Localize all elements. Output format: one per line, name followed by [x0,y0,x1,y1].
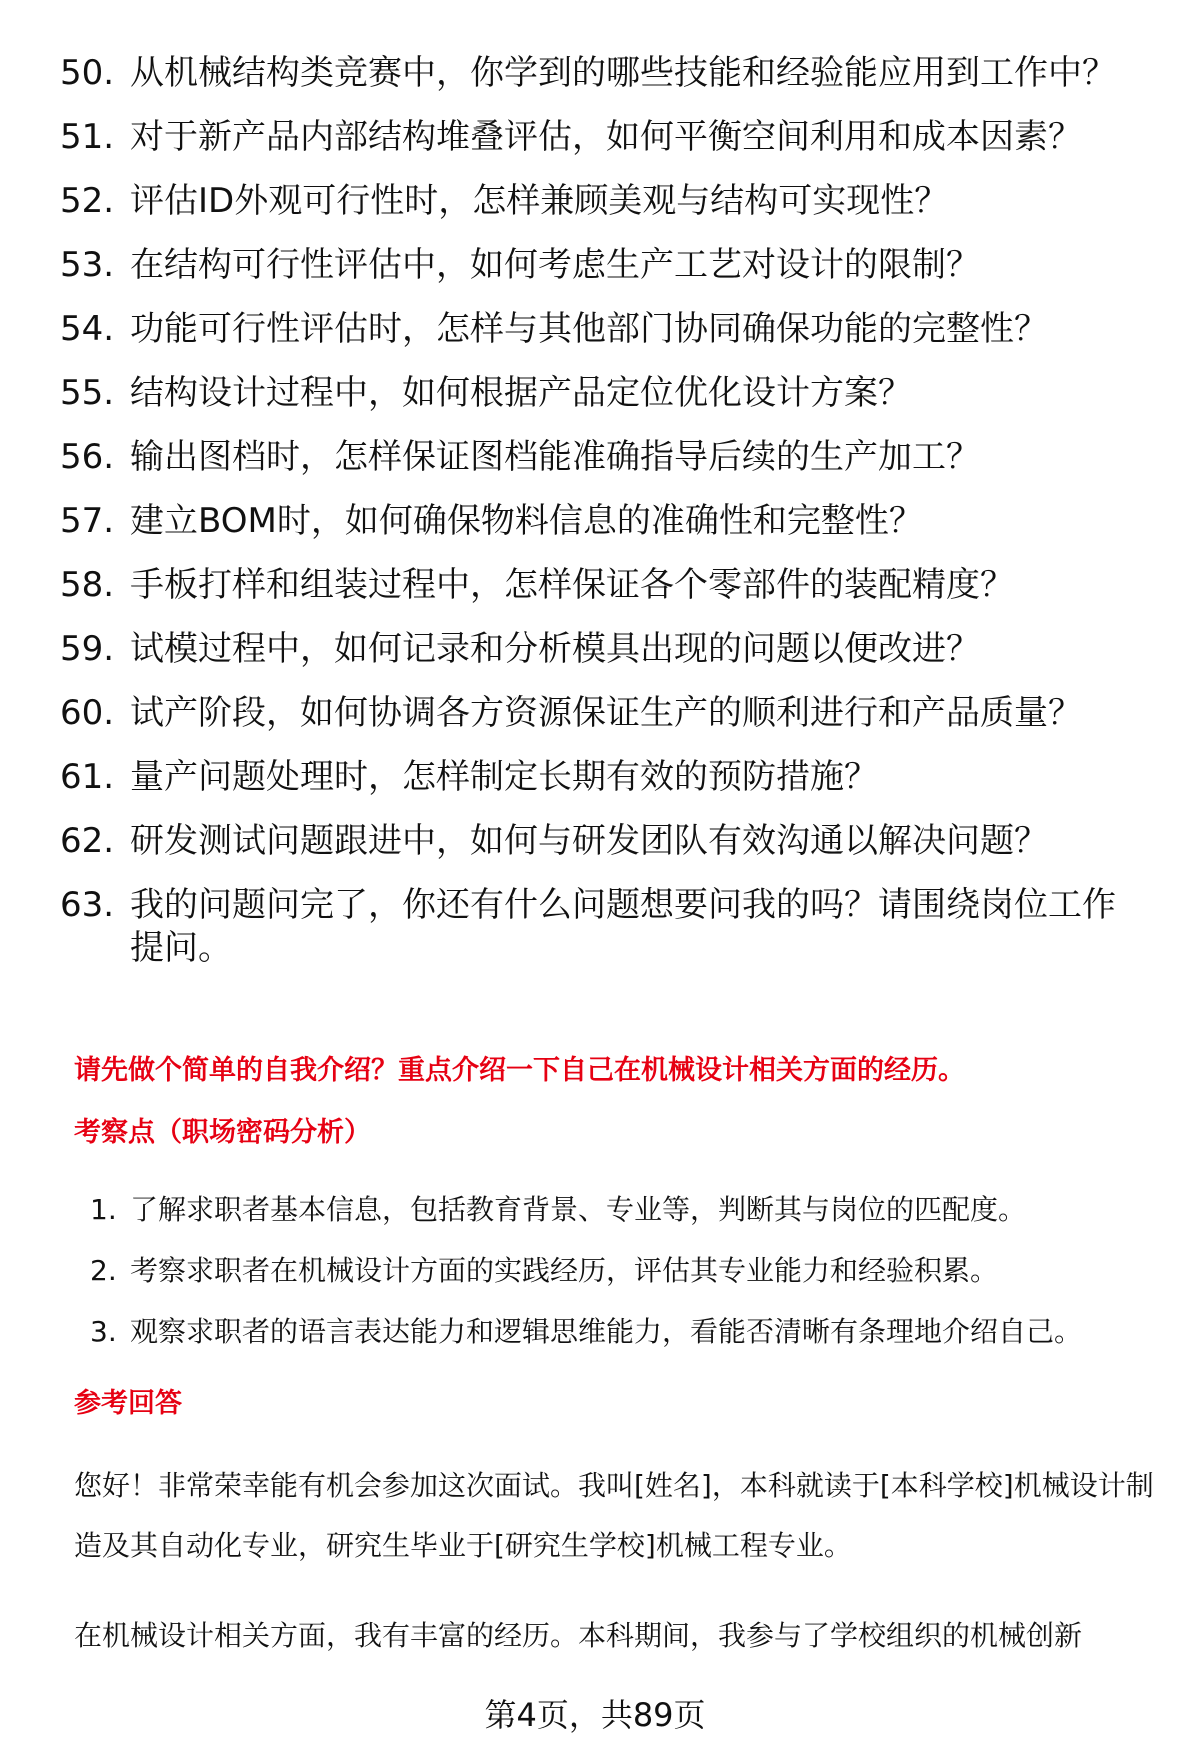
item-number: 62. [60,821,115,861]
list-item [60,52,1140,95]
item-number: 53. [60,245,115,285]
points-list [90,1190,1150,1373]
item-text: 我的问题问完了，你还有什么问题想要问我的吗？请围绕岗位工作提问。 [130,885,1116,968]
item-text: 输出图档时，怎样保证图档能准确指导后续的生产加工？ [130,437,980,477]
list-item [60,180,1140,223]
list-item [90,1312,1150,1352]
list-item [60,820,1140,863]
item-number: 57. [60,501,115,541]
item-text: 试模过程中，如何记录和分析模具出现的问题以便改进？ [130,629,980,669]
item-number: 56. [60,437,115,477]
item-text: 对于新产品内部结构堆叠评估，如何平衡空间利用和成本因素？ [130,117,1082,157]
item-text: 试产阶段，如何协调各方资源保证生产的顺利进行和产品质量？ [130,693,1082,733]
item-text: 在结构可行性评估中，如何考虑生产工艺对设计的限制？ [130,245,980,285]
answer-heading: 参考回答 [74,1388,182,1419]
item-number: 58. [60,565,115,605]
list-item [60,564,1140,607]
list-item [60,308,1140,351]
item-number: 55. [60,373,115,413]
list-item [60,244,1140,287]
page-number: 第4页，共89页 [484,1696,706,1734]
item-text: 功能可行性评估时，怎样与其他部门协同确保功能的完整性？ [130,309,1048,349]
item-text: 考察求职者在机械设计方面的实践经历，评估其专业能力和经验积累。 [130,1254,999,1287]
item-text: 手板打样和组装过程中，怎样保证各个零部件的装配精度？ [130,565,1014,605]
item-number: 63. [60,885,115,925]
list-item [60,372,1140,415]
item-number: 59. [60,629,115,669]
points-heading: 考察点（职场密码分析） [74,1117,371,1148]
item-text: 结构设计过程中，如何根据产品定位优化设计方案？ [130,373,912,413]
item-text: 研发测试问题跟进中，如何与研发团队有效沟通以解决问题？ [130,821,1048,861]
list-item [60,500,1140,543]
item-number: 1. [90,1193,117,1226]
question-title: 请先做个简单的自我介绍？重点介绍一下自己在机械设计相关方面的经历。 [74,1055,965,1086]
item-number: 60. [60,693,115,733]
item-number: 61. [60,757,115,797]
item-number: 50. [60,53,115,93]
item-text: 观察求职者的语言表达能力和逻辑思维能力，看能否清晰有条理地介绍自己。 [130,1315,1083,1348]
answer-paragraph: 在机械设计相关方面，我有丰富的经历。本科期间，我参与了学校组织的机械创新 [74,1619,1083,1652]
item-text: 从机械结构类竞赛中，你学到的哪些技能和经验能应用到工作中？ [130,53,1116,93]
list-item [60,884,1140,970]
item-number: 2. [90,1254,117,1287]
item-text: 评估ID外观可行性时，怎样兼顾美观与结构可实现性？ [130,181,949,221]
list-item [60,116,1140,159]
item-text: 了解求职者基本信息，包括教育背景、专业等，判断其与岗位的匹配度。 [130,1193,1027,1226]
item-text: 建立BOM时，如何确保物料信息的准确性和完整性？ [130,501,923,541]
item-number: 3. [90,1315,117,1348]
question-list [60,52,1140,991]
list-item [60,436,1140,479]
list-item [90,1251,1150,1291]
item-number: 51. [60,117,115,157]
answer-paragraph: 您好！非常荣幸能有机会参加这次面试。我叫[姓名]，本科就读于[本科学校]机械设计制造及其自动化专业，研究生毕业于[研究生学校]机械工程专业。 [74,1469,1154,1562]
list-item [60,628,1140,671]
item-text: 量产问题处理时，怎样制定长期有效的预防措施？ [130,757,878,797]
list-item [60,692,1140,735]
list-item [60,756,1140,799]
item-number: 54. [60,309,115,349]
item-number: 52. [60,181,115,221]
list-item [90,1190,1150,1230]
